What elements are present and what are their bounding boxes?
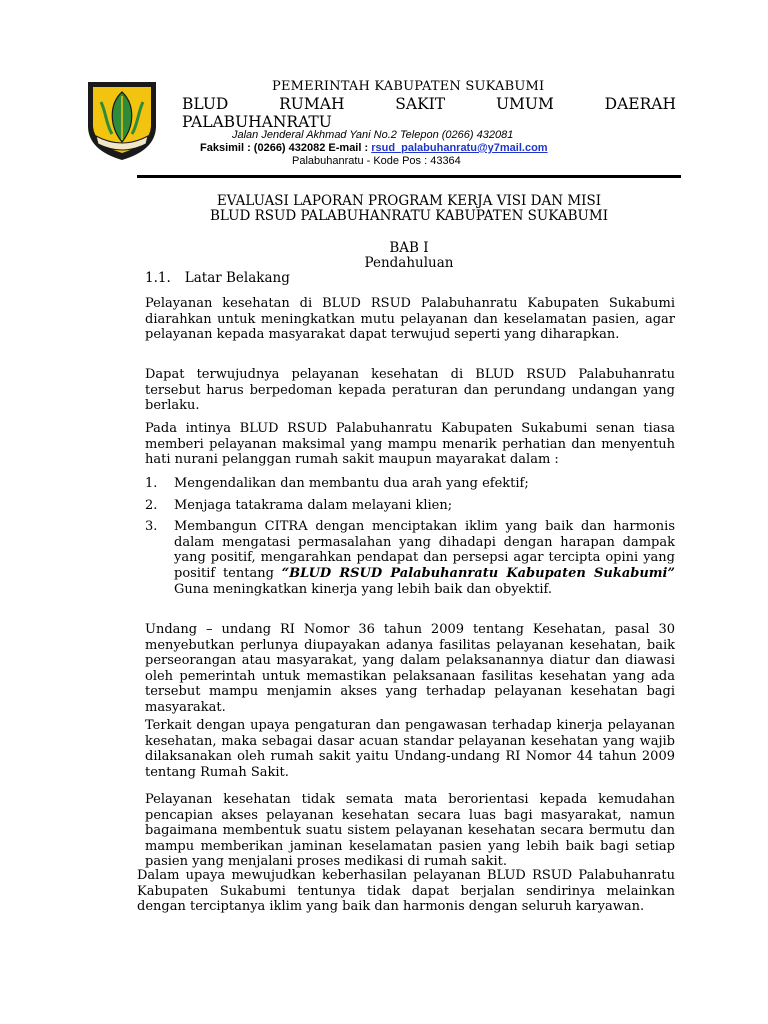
list-text-after: Guna meningkatkan kinerja yang lebih baik dan obyektif.: [174, 581, 552, 597]
government-name: PEMERINTAH KABUPATEN SUKABUMI: [272, 79, 545, 94]
hospital-name-highlight: “BLUD RSUD Palabuhanratu Kabupaten Sukabumi”: [281, 565, 675, 581]
letterhead-divider: [137, 175, 681, 178]
chapter-title: Pendahuluan: [364, 255, 454, 271]
paragraph: Dapat terwujudnya pelayanan kesehatan di BLUD RSUD Palabuhanratu tersebut harus berpedoman kepada peraturan dan perundang undangan yang berlaku.: [145, 367, 675, 414]
hospital-name-word: SAKIT: [395, 95, 446, 113]
chapter-number: BAB I: [389, 240, 429, 256]
paragraph: Terkait dengan upaya pengaturan dan pengawasan terhadap kinerja pelayanan kesehatan, maka sebagai dasar acuan standar pelayanan kesehatan yang wajib dilaksanakan oleh rumah sakit yaitu Undang-undang RI Nomor 44 tahun 2009 tentang Rumah Sakit.: [145, 718, 675, 780]
numbered-list: [145, 476, 675, 603]
hospital-name-word: RUMAH: [279, 95, 345, 113]
paragraph: Undang – undang RI Nomor 36 tahun 2009 tentang Kesehatan, pasal 30 menyebutkan perlunya diupayakan adanya fasilitas pelayanan kesehatan, baik perseorangan atau masyarakat, yang dalam pelaksanannya diatur dan diawasi oleh pemerintah untuk memastikan pelaksanaan fasilitas kesehatan yang ada tersebut mampu menjamin akses yang terhadap pelayanan kesehatan bagi masyarakat.: [145, 622, 675, 715]
city-postcode: Palabuhanratu - Kode Pos : 43364: [292, 155, 461, 167]
list-item: [145, 498, 675, 514]
list-number: 1.: [145, 476, 158, 491]
sukabumi-regency-seal-icon: [84, 78, 160, 162]
hospital-name-word: DAERAH: [604, 95, 676, 113]
list-number: 2.: [145, 497, 158, 513]
fax-email-line: [200, 142, 548, 154]
section-number: 1.1.: [145, 270, 171, 286]
email-link[interactable]: rsud_palabuhanratu@y7mail.com: [371, 142, 548, 154]
paragraph: Dalam upaya mewujudkan keberhasilan pelayanan BLUD RSUD Palabuhanratu Kabupaten Sukabumi tentunya tidak dapat berjalan sendirinya melainkan dengan terciptanya iklim yang baik dan harmonis dengan seluruh karyawan.: [137, 868, 675, 915]
section-heading: [145, 270, 290, 286]
list-item: [145, 519, 675, 597]
section-title: Latar Belakang: [184, 270, 290, 286]
list-text: Menjaga tatakrama dalam melayani klien;: [174, 497, 453, 513]
hospital-name-line2: PALABUHANRATU: [182, 113, 332, 131]
paragraph: Pelayanan kesehatan tidak semata mata berorientasi kepada kemudahan pencapian akses pelayanan kesehatan secara luas bagi masyarakat, namun bagaimana membentuk suatu sistem pelayanan kesehatan secara bermutu dan mampu memberikan jaminan keselamatan pasien yang lebih baik bagi setiap pasien yang menjalani proses medikasi di rumah sakit.: [145, 792, 675, 870]
list-text: [174, 519, 675, 597]
list-text: Mengendalikan dan membantu dua arah yang efektif;: [174, 476, 529, 491]
list-number: 3.: [145, 519, 158, 535]
hospital-address: Jalan Jenderal Akhmad Yani No.2 Telepon (0266) 432081: [232, 129, 514, 141]
document-title: EVALUASI LAPORAN PROGRAM KERJA VISI DAN MISI: [216, 193, 602, 209]
paragraph: Pada intinya BLUD RSUD Palabuhanratu Kabupaten Sukabumi senan tiasa memberi pelayanan maksimal yang mampu menarik perhatian dan menyentuh hati nurani pelanggan rumah sakit maupun mayarakat dalam :: [145, 421, 675, 468]
hospital-name: [182, 95, 676, 131]
document-subtitle: BLUD RSUD PALABUHANRATU KABUPATEN SUKABUMI: [209, 208, 609, 224]
fax-label: Faksimil : (0266) 432082 E-mail :: [200, 142, 372, 154]
hospital-name-word: UMUM: [495, 95, 554, 113]
hospital-name-word: BLUD: [182, 95, 229, 113]
paragraph: Pelayanan kesehatan di BLUD RSUD Palabuhanratu Kabupaten Sukabumi diarahkan untuk meningkatkan mutu pelayanan dan keselamatan pasien, agar pelayanan kepada masyarakat dapat terwujud seperti yang diharapkan.: [145, 296, 675, 343]
list-item: [145, 476, 675, 492]
list-text-before: Membangun CITRA dengan menciptakan iklim yang baik dan harmonis dalam mengatasi permasalahan yang dihadapi dengan harapan dampak yang positif, mengarahkan pendapat dan persepsi agar tercipta opini yang positif tentang: [174, 519, 675, 581]
